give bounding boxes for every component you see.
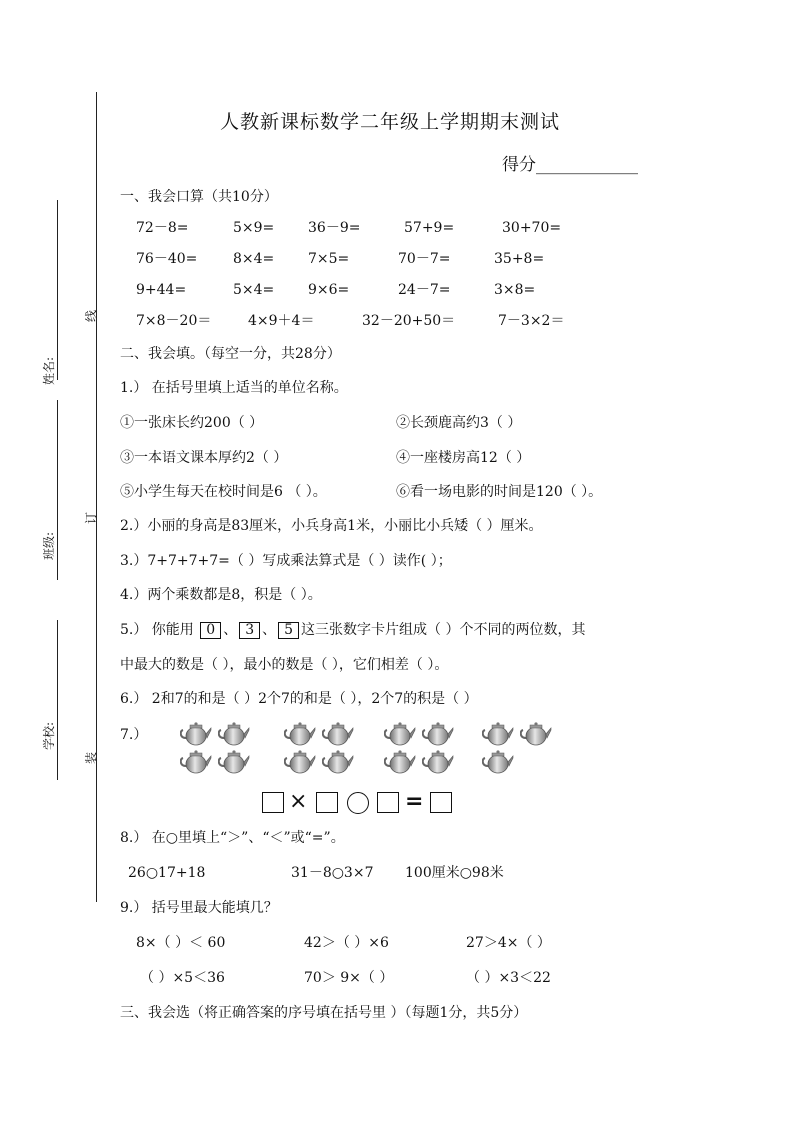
question-4: 4.）两个乘数都是8，积是（ ）。: [120, 587, 322, 603]
line-char: 线: [84, 309, 98, 322]
fill-item: 70＞ 9×（ ）: [304, 970, 394, 986]
teapot-icon: [180, 750, 212, 774]
calc-item: 7×8－20＝: [136, 313, 212, 329]
calc-item: 7×5=: [308, 251, 350, 267]
class-label: 班级:: [42, 531, 56, 560]
answer-box-4[interactable]: [430, 792, 452, 813]
class-blank-line: [57, 400, 58, 580]
name-blank-line: [57, 200, 58, 380]
compare-item: 26○17+18: [128, 865, 206, 881]
card-separator: 、: [223, 622, 238, 638]
card-separator: 、: [262, 622, 277, 638]
operator-circle[interactable]: [347, 792, 369, 814]
question-1b: ②长颈鹿高约3（ ）: [396, 415, 522, 431]
calc-item: 76－40=: [136, 251, 198, 267]
fill-item: 8×（ ）＜ 60: [136, 935, 226, 951]
question-2: 2.）小丽的身高是83厘米，小兵身高1米，小丽比小兵矮（ ）厘米。: [120, 518, 543, 534]
teapot-icon: [384, 722, 416, 746]
question-6: 6.） 2和7的和是（ ）2个7的和是（ ），2个7的积是（ ）: [120, 691, 478, 707]
school-blank-line: [57, 620, 58, 780]
score-field[interactable]: 得分____________: [502, 155, 638, 175]
calc-item: 8×4=: [233, 251, 275, 267]
fill-item: （ ）×3＜22: [466, 970, 551, 986]
digit-card-0: 0: [200, 622, 221, 639]
calc-item: 72－8=: [136, 220, 189, 236]
question-1e: ⑤小学生每天在校时间是6 （ ）。: [120, 484, 327, 500]
binding-line: [96, 92, 97, 902]
fill-item: （ ）×5＜36: [140, 970, 225, 986]
teapot-icon: [180, 722, 212, 746]
answer-box-3[interactable]: [377, 792, 399, 813]
answer-box-2[interactable]: [316, 792, 338, 813]
calc-item: 3×8=: [494, 282, 536, 298]
digit-card-5: 5: [278, 622, 299, 639]
page-title: 人教新课标数学二年级上学期期末测试: [220, 111, 561, 133]
question-1a: ①一张床长约200（ ）: [120, 415, 264, 431]
school-label: 学校:: [42, 721, 56, 750]
question-1: 1.） 在括号里填上适当的单位名称。: [120, 380, 348, 396]
name-label: 姓名:: [42, 356, 56, 385]
question-1c: ③一本语文课本厚约2（ ）: [120, 450, 288, 466]
equals-sign: =: [405, 789, 424, 814]
section-1-heading: 一、我会口算（共10分）: [120, 189, 278, 205]
teapot-icon: [422, 750, 454, 774]
answer-box-1[interactable]: [262, 792, 284, 813]
teapot-icon: [482, 722, 514, 746]
calc-item: 70－7=: [398, 251, 451, 267]
section-2-heading: 二、我会填。（每空一分，共28分）: [120, 346, 341, 362]
calc-item: 24－7=: [398, 282, 451, 298]
calc-item: 4×9＋4＝: [248, 313, 315, 329]
teapot-icon: [482, 750, 514, 774]
teapot-icon: [422, 722, 454, 746]
teapot-icon: [284, 722, 316, 746]
section-3-heading: 三、我会选（将正确答案的序号填在括号里 ）（每题1分，共5分）: [120, 1005, 528, 1021]
calc-item: 7－3×2＝: [498, 313, 565, 329]
question-1f: ⑥看一场电影的时间是120（ ）。: [396, 484, 603, 500]
question-8: 8.） 在○里填上“＞”、“＜”或“=”。: [120, 830, 345, 846]
question-5-prefix: 5.） 你能用: [120, 622, 194, 638]
calc-item: 9×6=: [308, 282, 350, 298]
question-5-suffix: 这三张数字卡片组成（ ）个不同的两位数，其: [301, 622, 586, 638]
teapot-icon: [384, 750, 416, 774]
teapot-icon: [218, 722, 250, 746]
fill-item: 42＞（ ）×6: [304, 935, 389, 951]
install-char: 装: [84, 751, 98, 764]
calc-item: 35+8=: [494, 251, 545, 267]
question-1d: ④一座楼房高12（ ）: [396, 450, 531, 466]
question-5: [120, 621, 585, 639]
question-3: 3.）7+7+7+7=（ ）写成乘法算式是（ ）读作( ）；: [120, 553, 452, 569]
compare-item: 31－8○3×7: [291, 865, 374, 881]
question-7: 7.）: [120, 727, 148, 743]
teapot-icon: [284, 750, 316, 774]
digit-card-3: 3: [239, 622, 260, 639]
calc-item: 32－20+50＝: [362, 313, 456, 329]
teapot-icon: [218, 750, 250, 774]
teapot-icon: [322, 722, 354, 746]
teapot-icon: [520, 722, 552, 746]
question-9: 9.） 括号里最大能填几？: [120, 900, 278, 916]
calc-item: 5×9=: [233, 220, 275, 236]
compare-item: 100厘米○98米: [405, 865, 504, 881]
bind-char: 订: [84, 511, 98, 524]
calc-item: 30+70=: [502, 220, 562, 236]
calc-item: 36－9=: [308, 220, 361, 236]
times-sign: ×: [289, 789, 308, 814]
fill-item: 27＞4×（ ）: [466, 935, 551, 951]
teapot-icon: [322, 750, 354, 774]
calc-item: 5×4=: [233, 282, 275, 298]
calc-item: 9+44=: [136, 282, 187, 298]
calc-item: 57+9=: [404, 220, 455, 236]
question-5-line-2: 中最大的数是（ ），最小的数是（ ），它们相差（ ）。: [120, 657, 449, 673]
